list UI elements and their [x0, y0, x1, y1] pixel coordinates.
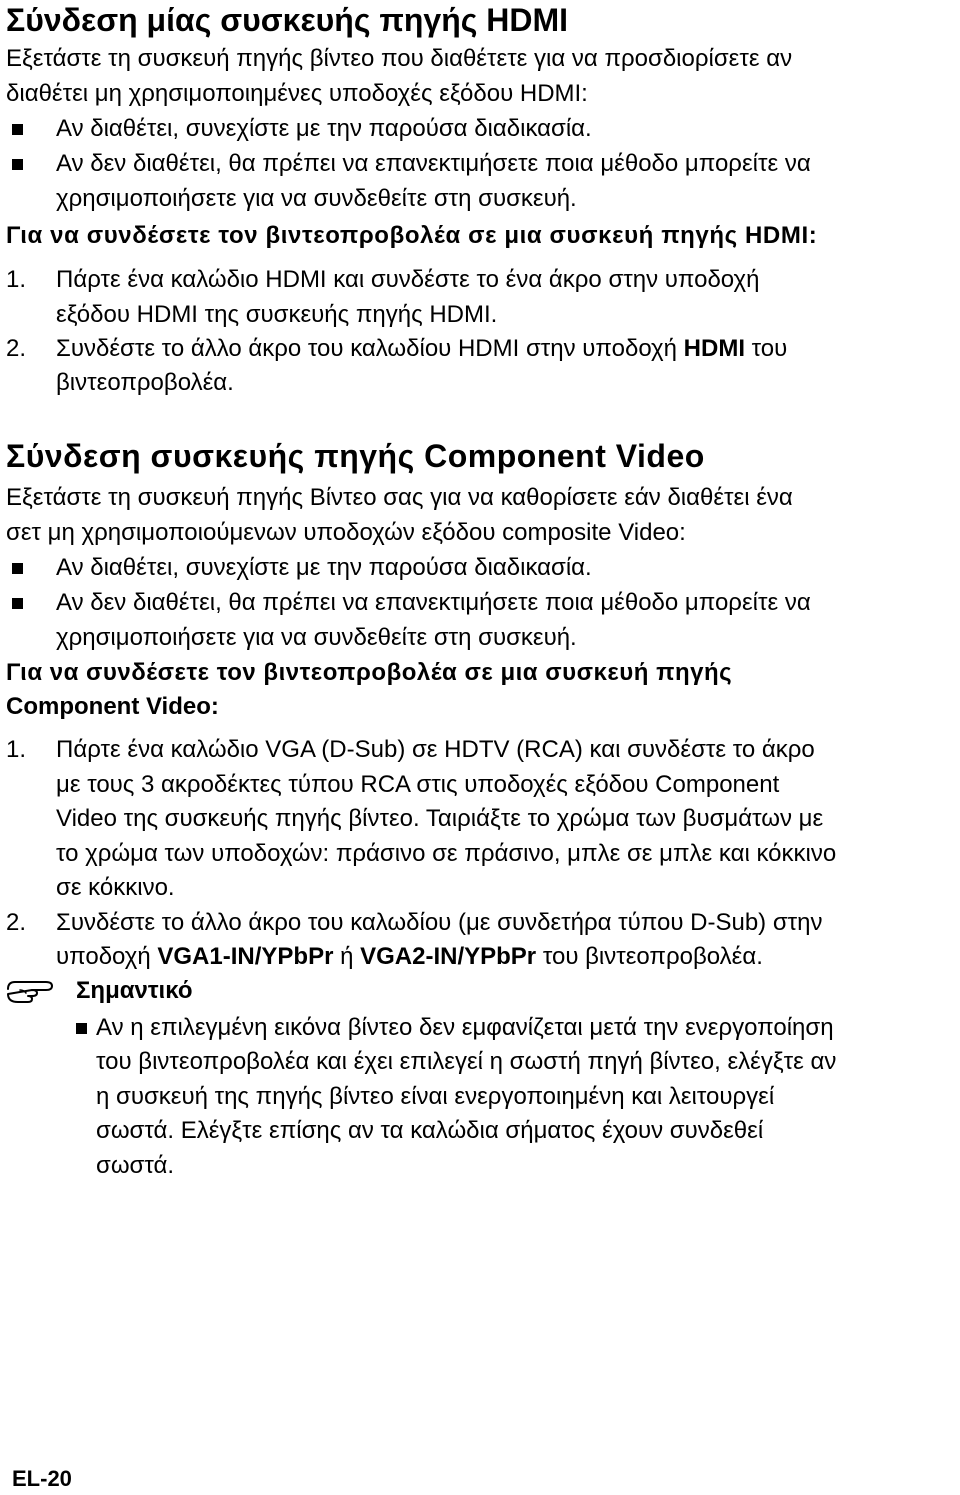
- section2-step1-line4: το χρώμα των υποδοχών: πράσινο σε πράσινο, μπλε σε μπλε και κόκκινο: [56, 840, 837, 867]
- note-label: Σημαντικό: [76, 977, 193, 1004]
- section1-intro-line2: διαθέτει μη χρησιμοποιημένες υποδοχές εξόδου HDMI:: [6, 80, 588, 107]
- section2-step2-line2: υποδοχή VGA1-IN/YPbPr ή VGA2-IN/YPbPr του βιντεοπροβολέα.: [56, 943, 763, 970]
- note-line1: Αν η επιλεγμένη εικόνα βίντεο δεν εμφανίζεται μετά την ενεργοποίηση: [96, 1014, 834, 1041]
- pointing-hand-icon: [6, 977, 56, 1005]
- note-line2: του βιντεοπροβολέα και έχει επιλεγεί η σωστή πηγή βίντεο, ελέγξτε αν: [96, 1048, 837, 1075]
- section1-bullet2-line2: χρησιμοποιήσετε για να συνδεθείτε στη συσκευή.: [56, 185, 577, 212]
- section1-step2-line2: βιντεοπροβολέα.: [56, 369, 234, 396]
- section1-step1-line2: εξόδου HDMI της συσκευής πηγής HDMI.: [56, 301, 498, 328]
- section1-step1-line1: Πάρτε ένα καλώδιο HDMI και συνδέστε το ένα άκρο στην υποδοχή: [56, 266, 760, 293]
- bullet-square-icon: [12, 598, 23, 609]
- section2-step2-line1: Συνδέστε το άλλο άκρο του καλωδίου (με συνδετήρα τύπου D-Sub) στην: [56, 909, 823, 936]
- section1-step2-line1: Συνδέστε το άλλο άκρο του καλωδίου HDMI στην υποδοχή HDMI του: [56, 335, 788, 362]
- bullet-square-icon: [76, 1023, 87, 1034]
- page-number: EL-20: [12, 1466, 72, 1491]
- step-number: 2.: [6, 909, 27, 936]
- section2-step1-line2: με τους 3 ακροδέκτες τύπου RCA στις υποδοχές εξόδου Component: [56, 771, 780, 798]
- note-line3: η συσκευή της πηγής βίντεο είναι ενεργοποιημένη και λειτουργεί: [96, 1083, 775, 1110]
- bullet-square-icon: [12, 124, 23, 135]
- section2-step1-line1: Πάρτε ένα καλώδιο VGA (D-Sub) σε HDTV (RCA) και συνδέστε το άκρο: [56, 736, 815, 763]
- section2-title: Σύνδεση συσκευής πηγής Component Video: [6, 438, 705, 474]
- section2-step1-line3: Video της συσκευής πηγής βίντεο. Ταιριάξτε το χρώμα των βυσμάτων με: [56, 805, 824, 832]
- section2-bullet1: Αν διαθέτει, συνεχίστε με την παρούσα διαδικασία.: [56, 554, 592, 581]
- bullet-square-icon: [12, 563, 23, 574]
- step-number: 1.: [6, 266, 27, 293]
- section2-intro-line1: Εξετάστε τη συσκευή πηγής Βίντεο σας για να καθορίσετε εάν διαθέτει ένα: [6, 484, 793, 511]
- section1-title: Σύνδεση μίας συσκευής πηγής HDMI: [6, 2, 569, 38]
- section1-intro-line1: Εξετάστε τη συσκευή πηγής βίντεο που διαθέτετε για να προσδιορίσετε αν: [6, 45, 793, 72]
- section1-bullet1: Αν διαθέτει, συνεχίστε με την παρούσα διαδικασία.: [56, 115, 592, 142]
- section2-bullet2-line1: Αν δεν διαθέτει, θα πρέπει να επανεκτιμήσετε ποια μέθοδο μπορείτε να: [56, 589, 811, 616]
- step-number: 1.: [6, 736, 27, 763]
- section2-bullet2-line2: χρησιμοποιήσετε για να συνδεθείτε στη συσκευή.: [56, 624, 577, 651]
- step-number: 2.: [6, 335, 27, 362]
- section1-subheading: Για να συνδέσετε τον βιντεοπροβολέα σε μια συσκευή πηγής HDMI:: [6, 222, 818, 249]
- section2-intro-line2: σετ μη χρησιμοποιούμενων υποδοχών εξόδου composite Video:: [6, 519, 686, 546]
- note-line5: σωστά.: [96, 1152, 175, 1179]
- section2-subheading-line2: Component Video:: [6, 693, 219, 720]
- section2-subheading-line1: Για να συνδέσετε τον βιντεοπροβολέα σε μια συσκευή πηγής: [6, 659, 733, 686]
- note-line4: σωστά. Ελέγξτε επίσης αν τα καλώδια σήματος έχουν συνδεθεί: [96, 1117, 764, 1144]
- bullet-square-icon: [12, 159, 23, 170]
- section1-bullet2-line1: Αν δεν διαθέτει, θα πρέπει να επανεκτιμήσετε ποια μέθοδο μπορείτε να: [56, 150, 811, 177]
- section2-step1-line5: σε κόκκινο.: [56, 874, 175, 901]
